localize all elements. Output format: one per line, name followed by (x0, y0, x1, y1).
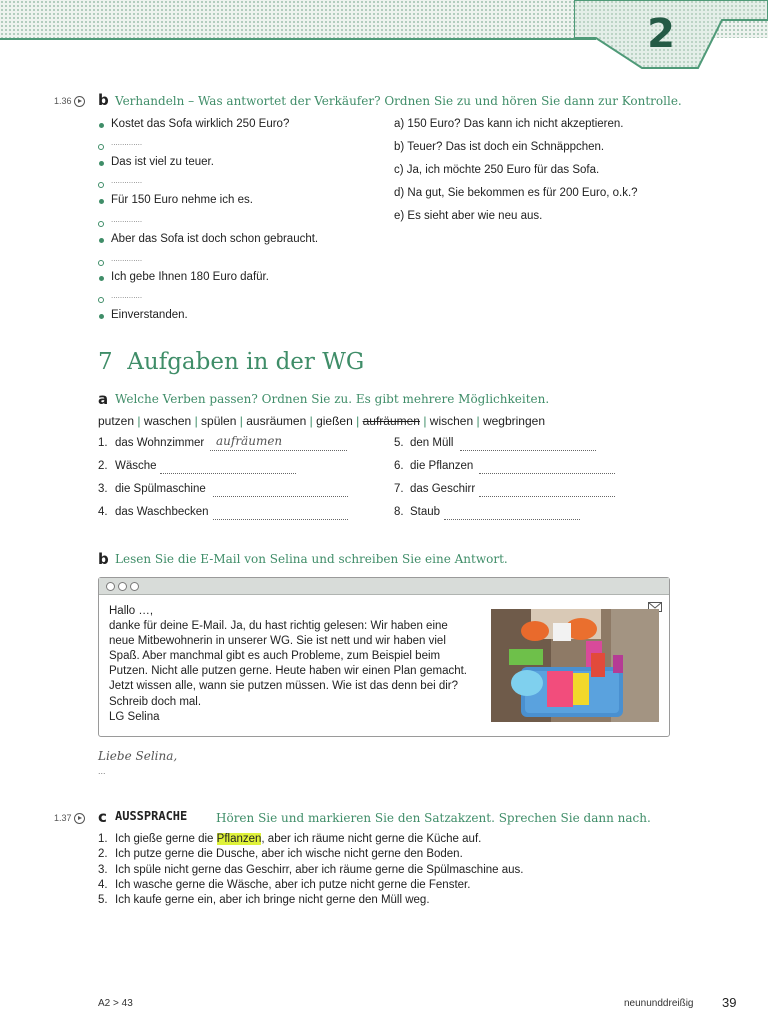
exercise-item: Staub (410, 506, 441, 518)
handwritten-answer: aufräumen (216, 434, 283, 448)
answer-line[interactable] (160, 473, 296, 474)
verb-separator: | (356, 414, 360, 428)
page-number-word: neununddreißig (624, 998, 694, 1009)
sentence-number: 2. (98, 848, 108, 861)
exercise-item-number: 1. (98, 437, 108, 449)
sentence (98, 832, 523, 847)
exercise-letter: b (98, 91, 109, 109)
verb: gießen (316, 414, 353, 428)
exercise-item-number: 5. (394, 437, 404, 449)
sentence-text: Ich kaufe gerne ein, aber ich bringe nicht gerne den Müll weg. (115, 894, 430, 907)
exercise-item: Wäsche (115, 460, 157, 472)
answer-line[interactable] (444, 519, 580, 520)
verb-separator: | (137, 414, 141, 428)
exercise-instruction: Lesen Sie die E-Mail von Selina und schreiben Sie eine Antwort. (115, 552, 508, 566)
exercise-letter: a (98, 390, 109, 408)
exercise-item: das Geschirr (410, 483, 476, 495)
verb-used: aufräumen (362, 414, 420, 428)
reply-ellipsis[interactable]: ... (98, 766, 106, 776)
header-rule (0, 38, 596, 40)
audio-track-label: 1.36 (54, 96, 85, 107)
answer-option: e) Es sieht aber wie neu aus. (394, 210, 543, 222)
sentence-number: 5. (98, 894, 108, 907)
verb-separator: | (476, 414, 480, 428)
verb: putzen (98, 414, 135, 428)
verb: wischen (429, 414, 474, 428)
sentence (98, 893, 523, 908)
sentence-number: 3. (98, 863, 108, 876)
answer-option: d) Na gut, Sie bekommen es für 200 Euro, o.k.? (394, 187, 638, 199)
email-line: Putzen. Nicht alle putzen gerne. Heute haben wir einen Plan gemacht. (109, 665, 467, 678)
cleaning-supplies-photo (491, 609, 659, 722)
bullet-icon (99, 314, 104, 319)
sentence-text: Ich wasche gerne die Wäsche, aber ich putze nicht gerne die Fenster. (115, 878, 471, 891)
audio-track-label: 1.37 (54, 813, 85, 824)
sentence-number: 4. (98, 878, 108, 891)
answer-line[interactable] (479, 496, 615, 497)
verb-list (98, 414, 545, 428)
answer-blank[interactable]: .............. (111, 176, 143, 185)
email-line: Hallo …, (109, 605, 154, 617)
answer-line[interactable] (213, 496, 348, 497)
footer-reference: A2 > 43 (98, 998, 133, 1009)
verb-separator: | (423, 414, 427, 428)
play-icon[interactable] (74, 96, 85, 107)
sentence-text: Ich putze gerne die Dusche, aber ich wische nicht gerne den Boden. (115, 848, 463, 861)
sentence (98, 847, 523, 862)
exercise-item-number: 7. (394, 483, 404, 495)
answer-line[interactable] (479, 473, 615, 474)
exercise-item-number: 6. (394, 460, 404, 472)
exercise-item: das Wohnzimmer (115, 437, 205, 449)
email-line: Spaß. Aber manchmal gibt es auch Probleme, zum Beispiel beim (109, 650, 441, 663)
window-button-icon[interactable] (106, 582, 115, 591)
verb-separator: | (309, 414, 313, 428)
section-number: 7 (98, 349, 113, 375)
answer-blank[interactable]: .............. (111, 254, 143, 263)
verb: ausräumen (246, 414, 307, 428)
email-line: neue Mitbewohnerin in unserer WG. Sie ist nett und wir haben viel (109, 635, 446, 648)
email-window (98, 577, 670, 737)
exercise-instruction: Verhandeln – Was antwortet der Verkäufer? Ordnen Sie zu und hören Sie dann zur Kontrolle. (115, 94, 682, 108)
answer-option: b) Teuer? Das ist doch ein Schnäppchen. (394, 141, 605, 153)
sentence-accent-highlight: Pflanzen (216, 833, 262, 845)
answer-line[interactable] (460, 450, 596, 451)
section-title: Aufgaben in der WG (127, 349, 365, 375)
blank-bullet-icon (98, 182, 104, 188)
verb: wegbringen (482, 414, 545, 428)
bullet-icon (99, 199, 104, 204)
verb: waschen (143, 414, 192, 428)
answer-blank[interactable]: .............. (111, 215, 143, 224)
dialog-line: Kostet das Sofa wirklich 250 Euro? (111, 118, 290, 130)
sentence (98, 878, 523, 893)
bullet-icon (99, 161, 104, 166)
exercise-item: die Pflanzen (410, 460, 474, 472)
bullet-icon (99, 238, 104, 243)
aussprache-label: AUSSPRACHE (115, 809, 188, 823)
bullet-icon (99, 123, 104, 128)
exercise-letter: b (98, 550, 109, 568)
bullet-icon (99, 276, 104, 281)
sentence (98, 863, 523, 878)
exercise-item-number: 4. (98, 506, 108, 518)
answer-option: a) 150 Euro? Das kann ich nicht akzeptieren. (394, 118, 624, 130)
section-heading (98, 349, 364, 375)
sentence-text: Ich spüle nicht gerne das Geschirr, aber ich räume gerne die Spülmaschine aus. (115, 863, 524, 876)
blank-bullet-icon (98, 221, 104, 227)
exercise-instruction: Welche Verben passen? Ordnen Sie zu. Es gibt mehrere Möglichkeiten. (115, 392, 550, 406)
email-line: Schreib doch mal. (109, 695, 202, 708)
blank-bullet-icon (98, 297, 104, 303)
email-titlebar (99, 578, 669, 595)
dialog-line: Für 150 Euro nehme ich es. (111, 194, 253, 206)
verb-separator: | (194, 414, 198, 428)
email-line: LG Selina (109, 710, 160, 723)
page-number: 39 (722, 995, 737, 1010)
exercise-item-number: 2. (98, 460, 108, 472)
window-button-icon[interactable] (118, 582, 127, 591)
email-body (109, 604, 487, 725)
answer-blank[interactable]: .............. (111, 138, 143, 147)
exercise-item: das Waschbecken (115, 506, 209, 518)
sentence-number: 1. (98, 833, 108, 845)
chapter-number: 2 (647, 11, 675, 57)
answer-option: c) Ja, ich möchte 250 Euro für das Sofa. (394, 164, 600, 176)
answer-line[interactable] (213, 519, 348, 520)
exercise-item: den Müll (410, 437, 454, 449)
verb-separator: | (239, 414, 243, 428)
verb: spülen (201, 414, 237, 428)
blank-bullet-icon (98, 260, 104, 266)
blank-bullet-icon (98, 144, 104, 150)
exercise-instruction: Hören Sie und markieren Sie den Satzakzent. Sprechen Sie dann nach. (216, 811, 651, 825)
dialog-line: Einverstanden. (111, 309, 188, 321)
sentence-text: , aber ich räume nicht gerne die Küche auf. (261, 833, 482, 845)
dialog-line: Aber das Sofa ist doch schon gebraucht. (111, 233, 319, 245)
dialog-line: Das ist viel zu teuer. (111, 156, 214, 168)
exercise-letter: c (98, 808, 107, 826)
exercise-item-number: 3. (98, 483, 108, 495)
email-line: danke für deine E-Mail. Ja, du hast richtig gelesen: Wir haben eine (109, 620, 448, 633)
sentence-list (98, 832, 523, 908)
reply-greeting: Liebe Selina, (98, 749, 178, 763)
answer-line[interactable] (210, 450, 347, 451)
exercise-item: die Spülmaschine (115, 483, 206, 495)
exercise-item-number: 8. (394, 506, 404, 518)
answer-blank[interactable]: .............. (111, 291, 143, 300)
sentence-text: Ich gieße gerne die (115, 833, 217, 845)
dialog-line: Ich gebe Ihnen 180 Euro dafür. (111, 271, 269, 283)
window-button-icon[interactable] (130, 582, 139, 591)
play-icon[interactable] (74, 813, 85, 824)
email-line: Jetzt wissen alle, wann sie putzen müssen. Wie ist das denn bei dir? (109, 680, 459, 693)
